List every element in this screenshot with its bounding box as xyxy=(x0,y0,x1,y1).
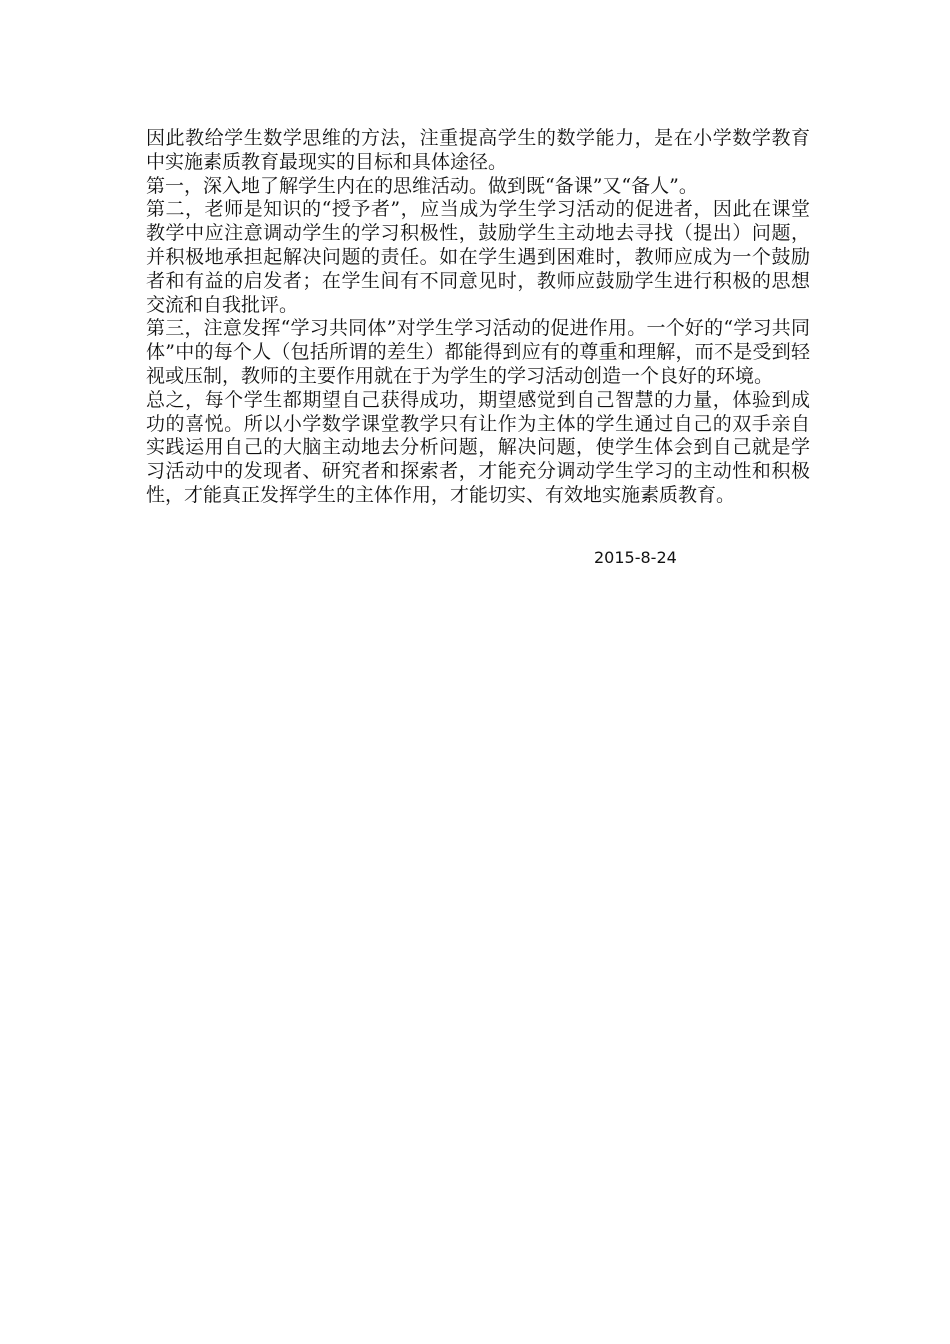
paragraph-first-point: 第一，深入地了解学生内在的思维活动。做到既“备课”又“备人”。 xyxy=(146,174,698,197)
paragraph-intro: 因此教给学生数学思维的方法，注重提高学生的数学能力，是在小学数学教育中实施素质教育最现实的目标和具体途径。 xyxy=(146,127,810,173)
paragraph-third-point: 第三，注意发挥“学习共同体”对学生学习活动的促进作用。一个好的“学习共同体”中的每个人（包括所谓的差生）都能得到应有的尊重和理解，而不是受到轻视或压制，教师的主要作用就在于为学生的学习活动创造一个良好的环境。 xyxy=(146,317,810,387)
paragraph-conclusion: 总之，每个学生都期望自己获得成功，期望感觉到自己智慧的力量，体验到成功的喜悦。所以小学数学课堂教学只有让作为主体的学生通过自己的双手亲自实践运用自己的大脑主动地去分析问题，解决问题，使学生体会到自己就是学习活动中的发现者、研究者和探索者，才能充分调动学生学习的主动性和积极性，才能真正发挥学生的主体作用，才能切实、有效地实施素质教育。 xyxy=(146,388,810,506)
document-body xyxy=(146,127,810,508)
paragraph-second-point: 第二，老师是知识的“授予者”，应当成为学生学习活动的促进者，因此在课堂教学中应注意调动学生的学习积极性，鼓励学生主动地去寻找（提出）问题，并积极地承担起解决问题的责任。如在学生遇到困难时，教师应成为一个鼓励者和有益的启发者；在学生间有不同意见时，教师应鼓励学生进行积极的思想交流和自我批评。 xyxy=(146,198,810,316)
document-date: 2015-8-24 xyxy=(594,548,677,567)
